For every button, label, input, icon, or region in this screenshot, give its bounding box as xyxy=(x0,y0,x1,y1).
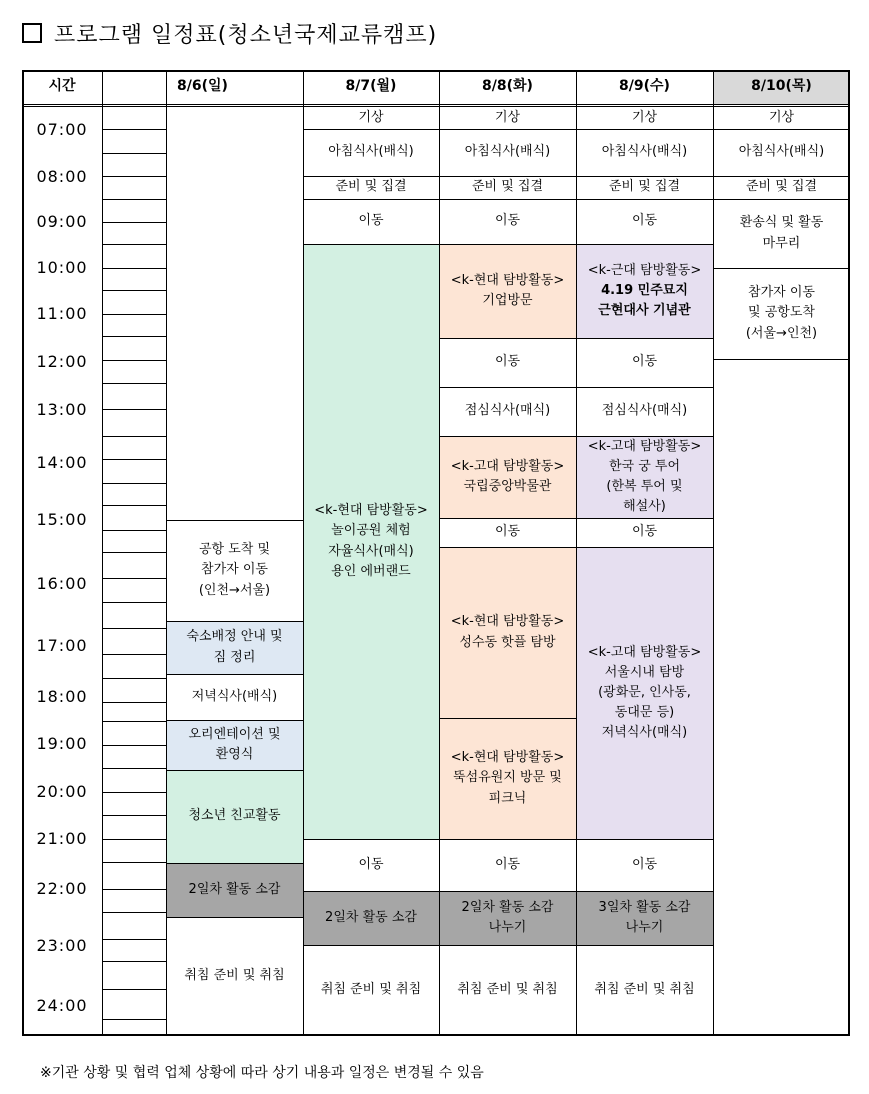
day1-cell xyxy=(166,917,303,1036)
day3-line: 이동 xyxy=(494,213,521,229)
day1-line: 공항 도착 및 xyxy=(198,542,271,558)
day2-line: 이동 xyxy=(358,856,384,872)
grid-line xyxy=(166,520,303,521)
day2-line: 용인 에버랜드 xyxy=(331,563,411,579)
grid-line xyxy=(102,314,166,315)
day3-cell xyxy=(439,945,576,1036)
day3-line: 기상 xyxy=(494,109,521,125)
day1-cell xyxy=(166,621,303,674)
day1-cell xyxy=(166,674,303,720)
day2-line: 취침 준비 및 취침 xyxy=(320,982,422,998)
day5-line: 참가자 이동 xyxy=(748,285,815,301)
day4-line: 이동 xyxy=(631,213,658,229)
grid-line xyxy=(102,912,166,913)
day3-cell xyxy=(439,176,576,199)
time-label: 20:00 xyxy=(36,782,88,801)
day4-cell xyxy=(576,199,713,244)
day5-line: 아침식사(배식) xyxy=(738,144,825,160)
grid-line xyxy=(102,1019,166,1020)
day3-cell xyxy=(439,547,576,718)
day4-line: 기상 xyxy=(631,109,658,125)
day3-line: 피크닉 xyxy=(488,790,527,806)
grid-line xyxy=(102,654,166,655)
grid-line xyxy=(102,505,166,506)
time-label: 12:00 xyxy=(36,352,88,371)
day5-cell xyxy=(713,268,850,359)
footnote: ※기관 상황 및 협력 업체 상황에 따라 상기 내용과 일정은 변경될 수 있음 xyxy=(40,1065,484,1081)
day1-line: 취침 준비 및 취침 xyxy=(184,968,285,984)
grid-line xyxy=(102,244,166,245)
day2-line: 준비 및 집결 xyxy=(335,179,407,195)
day1-cell xyxy=(166,520,303,621)
day3-line: <k-현대 탐방활동> xyxy=(450,272,565,288)
grid-line xyxy=(102,436,166,437)
day3-line: 취침 준비 및 취침 xyxy=(457,982,558,998)
grid-line xyxy=(166,70,167,1036)
day2-cell xyxy=(303,945,439,1036)
grid-line xyxy=(102,721,166,722)
day4-line: 나누기 xyxy=(625,920,664,935)
day4-cell xyxy=(576,945,713,1036)
grid-line xyxy=(102,199,166,200)
grid-line xyxy=(303,244,439,245)
grid-line xyxy=(576,891,713,892)
day3-line: 점심식사(매식) xyxy=(464,403,551,419)
grid-line xyxy=(576,945,713,946)
day4-line: 해설사) xyxy=(623,499,666,515)
day2-line: 이동 xyxy=(358,213,384,229)
header-day-cell-line: 8/7(월) xyxy=(345,78,397,95)
day5-line: 준비 및 집결 xyxy=(745,179,818,195)
day1-line: 참가자 이동 xyxy=(201,562,268,578)
header-double-line xyxy=(22,104,850,107)
grid-line xyxy=(102,176,166,177)
day2-line: <k-현대 탐방활동> xyxy=(314,503,428,519)
day3-cell xyxy=(439,518,576,547)
header-day-cell xyxy=(576,70,713,104)
day4-cell xyxy=(576,244,713,338)
checkbox-square-icon xyxy=(22,23,42,43)
day3-line: 성수동 핫플 탐방 xyxy=(459,634,556,650)
grid-line xyxy=(102,839,166,840)
day1-cell xyxy=(166,863,303,917)
day3-cell xyxy=(439,129,576,176)
day2-line: 아침식사(배식) xyxy=(328,144,414,160)
day4-cell xyxy=(576,129,713,176)
grid-line xyxy=(102,939,166,940)
time-label: 24:00 xyxy=(36,996,88,1015)
header-day-cell xyxy=(439,70,576,104)
day3-cell xyxy=(439,199,576,244)
day1-cell xyxy=(166,770,303,863)
day3-line: <k-고대 탐방활동> xyxy=(450,458,565,474)
grid-line xyxy=(576,129,713,130)
time-label: 18:00 xyxy=(36,687,88,706)
day4-line: (한복 투어 및 xyxy=(606,479,683,494)
grid-line xyxy=(303,176,439,177)
day4-cell xyxy=(576,387,713,436)
grid-line xyxy=(102,702,166,703)
time-label: 08:00 xyxy=(36,167,88,186)
header-day-cell-line: 8/6(일) xyxy=(177,78,228,95)
day3-line: 준비 및 집결 xyxy=(471,179,544,195)
day5-cell xyxy=(713,107,850,129)
grid-line xyxy=(102,336,166,337)
day2-line: 2일차 활동 소감 xyxy=(325,909,417,925)
day2-cell xyxy=(303,199,439,244)
grid-line xyxy=(576,839,713,840)
day4-line: 취침 준비 및 취침 xyxy=(594,982,695,998)
grid-line xyxy=(439,436,576,437)
day3-line: 기업방문 xyxy=(482,293,533,308)
grid-line xyxy=(576,244,713,245)
day4-line: 동대문 등) xyxy=(614,705,675,721)
grid-line xyxy=(576,547,713,548)
day5-line: 마무리 xyxy=(762,235,801,251)
grid-line xyxy=(102,383,166,384)
header-time-cell-line: 시간 xyxy=(48,78,76,95)
day1-line: 짐 정리 xyxy=(213,649,256,665)
day3-cell xyxy=(439,338,576,387)
grid-line xyxy=(102,129,166,130)
day2-cell xyxy=(303,244,439,839)
day4-line: <k-고대 탐방활동> xyxy=(587,644,702,660)
grid-line xyxy=(102,222,166,223)
grid-line xyxy=(439,338,576,339)
grid-line xyxy=(439,244,576,245)
grid-line xyxy=(102,745,166,746)
time-label: 19:00 xyxy=(36,734,88,753)
grid-line xyxy=(303,839,439,840)
time-label: 07:00 xyxy=(36,120,88,139)
day4-line: 아침식사(배식) xyxy=(601,144,688,160)
grid-line xyxy=(102,290,166,291)
day1-line: 저녁식사(배식) xyxy=(191,688,278,704)
day3-cell xyxy=(439,718,576,839)
day4-cell xyxy=(576,891,713,945)
grid-line xyxy=(713,268,850,269)
grid-line xyxy=(102,815,166,816)
grid-line xyxy=(439,839,576,840)
grid-line xyxy=(166,917,303,918)
grid-line xyxy=(102,552,166,553)
grid-line xyxy=(576,338,713,339)
grid-line xyxy=(439,176,576,177)
page-title-text: 프로그램 일정표(청소년국제교류캠프) xyxy=(54,23,438,48)
day3-cell xyxy=(439,244,576,338)
grid-line xyxy=(102,862,166,863)
grid-line xyxy=(166,621,303,622)
grid-line xyxy=(713,199,850,200)
day4-cell xyxy=(576,839,713,891)
day3-cell xyxy=(439,436,576,518)
grid-line xyxy=(576,199,713,200)
grid-line xyxy=(102,628,166,629)
time-label: 13:00 xyxy=(36,400,88,419)
day3-line: 이동 xyxy=(494,524,521,540)
grid-line xyxy=(166,770,303,771)
day4-line: 이동 xyxy=(631,856,658,872)
day4-line: 저녁식사(매식) xyxy=(601,725,688,741)
day1-line: 환영식 xyxy=(215,747,254,762)
grid-line xyxy=(102,483,166,484)
time-label: 16:00 xyxy=(36,574,88,593)
grid-line xyxy=(439,199,576,200)
grid-line xyxy=(439,129,576,130)
day4-line: 이동 xyxy=(631,524,658,540)
day1-line: 오리엔테이션 및 xyxy=(188,726,281,742)
day3-cell xyxy=(439,839,576,891)
day4-line: (광화문, 인사동, xyxy=(598,684,691,700)
day4-line: 이동 xyxy=(631,354,658,370)
grid-line xyxy=(102,70,103,1036)
grid-line xyxy=(102,459,166,460)
day4-line: <k-고대 탐방활동> xyxy=(587,438,702,454)
grid-line xyxy=(102,792,166,793)
day5-line: 환송식 및 활동 xyxy=(739,215,824,231)
grid-line xyxy=(713,176,850,177)
day3-cell xyxy=(439,891,576,945)
day4-line: 4.19 민주묘지 xyxy=(601,282,688,298)
day3-line: 국립중앙박물관 xyxy=(463,479,552,494)
day5-cell xyxy=(713,176,850,199)
grid-line xyxy=(102,768,166,769)
day4-cell xyxy=(576,436,713,518)
day5-line: 및 공항도착 xyxy=(748,305,815,321)
grid-line xyxy=(166,674,303,675)
day2-cell xyxy=(303,176,439,199)
day3-cell xyxy=(439,387,576,436)
grid-line xyxy=(102,889,166,890)
time-label: 10:00 xyxy=(36,258,88,277)
day4-line: 3일차 활동 소감 xyxy=(598,899,691,915)
day5-cell xyxy=(713,199,850,268)
day3-line: 이동 xyxy=(494,354,521,370)
grid-line xyxy=(576,518,713,519)
day2-line: 놀이공원 체험 xyxy=(331,523,411,539)
grid-line xyxy=(303,891,439,892)
day2-line: 자율식사(매식) xyxy=(328,543,414,559)
grid-line xyxy=(303,199,439,200)
day4-cell xyxy=(576,107,713,129)
day2-cell xyxy=(303,107,439,129)
day4-cell xyxy=(576,176,713,199)
day3-line: <k-현대 탐방활동> xyxy=(450,750,565,766)
grid-line xyxy=(102,268,166,269)
grid-line xyxy=(303,945,439,946)
day4-cell xyxy=(576,547,713,839)
day2-line: 기상 xyxy=(358,109,384,125)
day3-line: 뚝섬유원지 방문 및 xyxy=(453,770,562,786)
day1-line: 청소년 친교활동 xyxy=(188,808,281,824)
header-day-cell-line: 8/9(수) xyxy=(619,78,670,95)
day3-line: 나누기 xyxy=(488,920,527,935)
grid-line xyxy=(439,891,576,892)
day4-line: 한국 궁 투어 xyxy=(608,458,681,474)
grid-line xyxy=(102,989,166,990)
grid-line xyxy=(102,961,166,962)
time-label: 22:00 xyxy=(36,879,88,898)
grid-line xyxy=(439,387,576,388)
day5-cell xyxy=(713,129,850,176)
grid-line xyxy=(166,720,303,721)
day3-line: 2일차 활동 소감 xyxy=(461,899,554,915)
day4-cell xyxy=(576,338,713,387)
time-label: 23:00 xyxy=(36,936,88,955)
grid-line xyxy=(439,718,576,719)
time-label: 11:00 xyxy=(36,304,88,323)
day1-line: 2일차 활동 소감 xyxy=(188,881,281,897)
day5-line: 기상 xyxy=(768,109,795,125)
day2-cell xyxy=(303,891,439,945)
header-day-cell xyxy=(713,70,850,104)
time-label: 14:00 xyxy=(36,453,88,472)
day4-cell xyxy=(576,518,713,547)
day3-line: 이동 xyxy=(494,856,521,872)
day3-cell xyxy=(439,107,576,129)
grid-line xyxy=(439,547,576,548)
header-time-cell xyxy=(22,70,102,104)
time-label: 09:00 xyxy=(36,212,88,231)
day4-line: 서울시내 탐방 xyxy=(604,664,685,680)
grid-line xyxy=(102,678,166,679)
day1-line: 숙소배정 안내 및 xyxy=(186,629,283,645)
day4-line: 근현대사 기념관 xyxy=(598,303,691,319)
header-day-cell xyxy=(102,70,303,104)
grid-line xyxy=(102,578,166,579)
day4-line: 점심식사(매식) xyxy=(601,403,688,419)
grid-line xyxy=(303,129,439,130)
grid-line xyxy=(713,70,714,1036)
day1-cell xyxy=(166,720,303,770)
grid-line xyxy=(576,387,713,388)
grid-line xyxy=(102,409,166,410)
header-day-cell-line: 8/10(목) xyxy=(751,78,812,95)
grid-line xyxy=(576,176,713,177)
day2-cell xyxy=(303,129,439,176)
grid-line xyxy=(439,518,576,519)
grid-line xyxy=(439,945,576,946)
grid-line xyxy=(576,436,713,437)
time-label: 21:00 xyxy=(36,829,88,848)
header-day-cell xyxy=(303,70,439,104)
grid-line xyxy=(713,359,850,360)
time-label: 15:00 xyxy=(36,510,88,529)
day5-line: (서울→인천) xyxy=(745,325,818,341)
day1-line: (인천→서울) xyxy=(198,582,271,598)
day3-line: <k-현대 탐방활동> xyxy=(450,614,565,630)
day4-line: <k-근대 탐방활동> xyxy=(587,262,702,278)
schedule-table xyxy=(22,70,850,1036)
page-title xyxy=(22,18,437,49)
day3-line: 아침식사(배식) xyxy=(464,144,551,160)
grid-line xyxy=(713,129,850,130)
grid-line xyxy=(166,863,303,864)
grid-line xyxy=(102,530,166,531)
day2-cell xyxy=(303,839,439,891)
time-label: 17:00 xyxy=(36,636,88,655)
header-day-cell-line: 8/8(화) xyxy=(482,78,533,95)
grid-line xyxy=(102,153,166,154)
grid-line xyxy=(102,602,166,603)
grid-line xyxy=(102,360,166,361)
day4-line: 준비 및 집결 xyxy=(608,179,681,195)
